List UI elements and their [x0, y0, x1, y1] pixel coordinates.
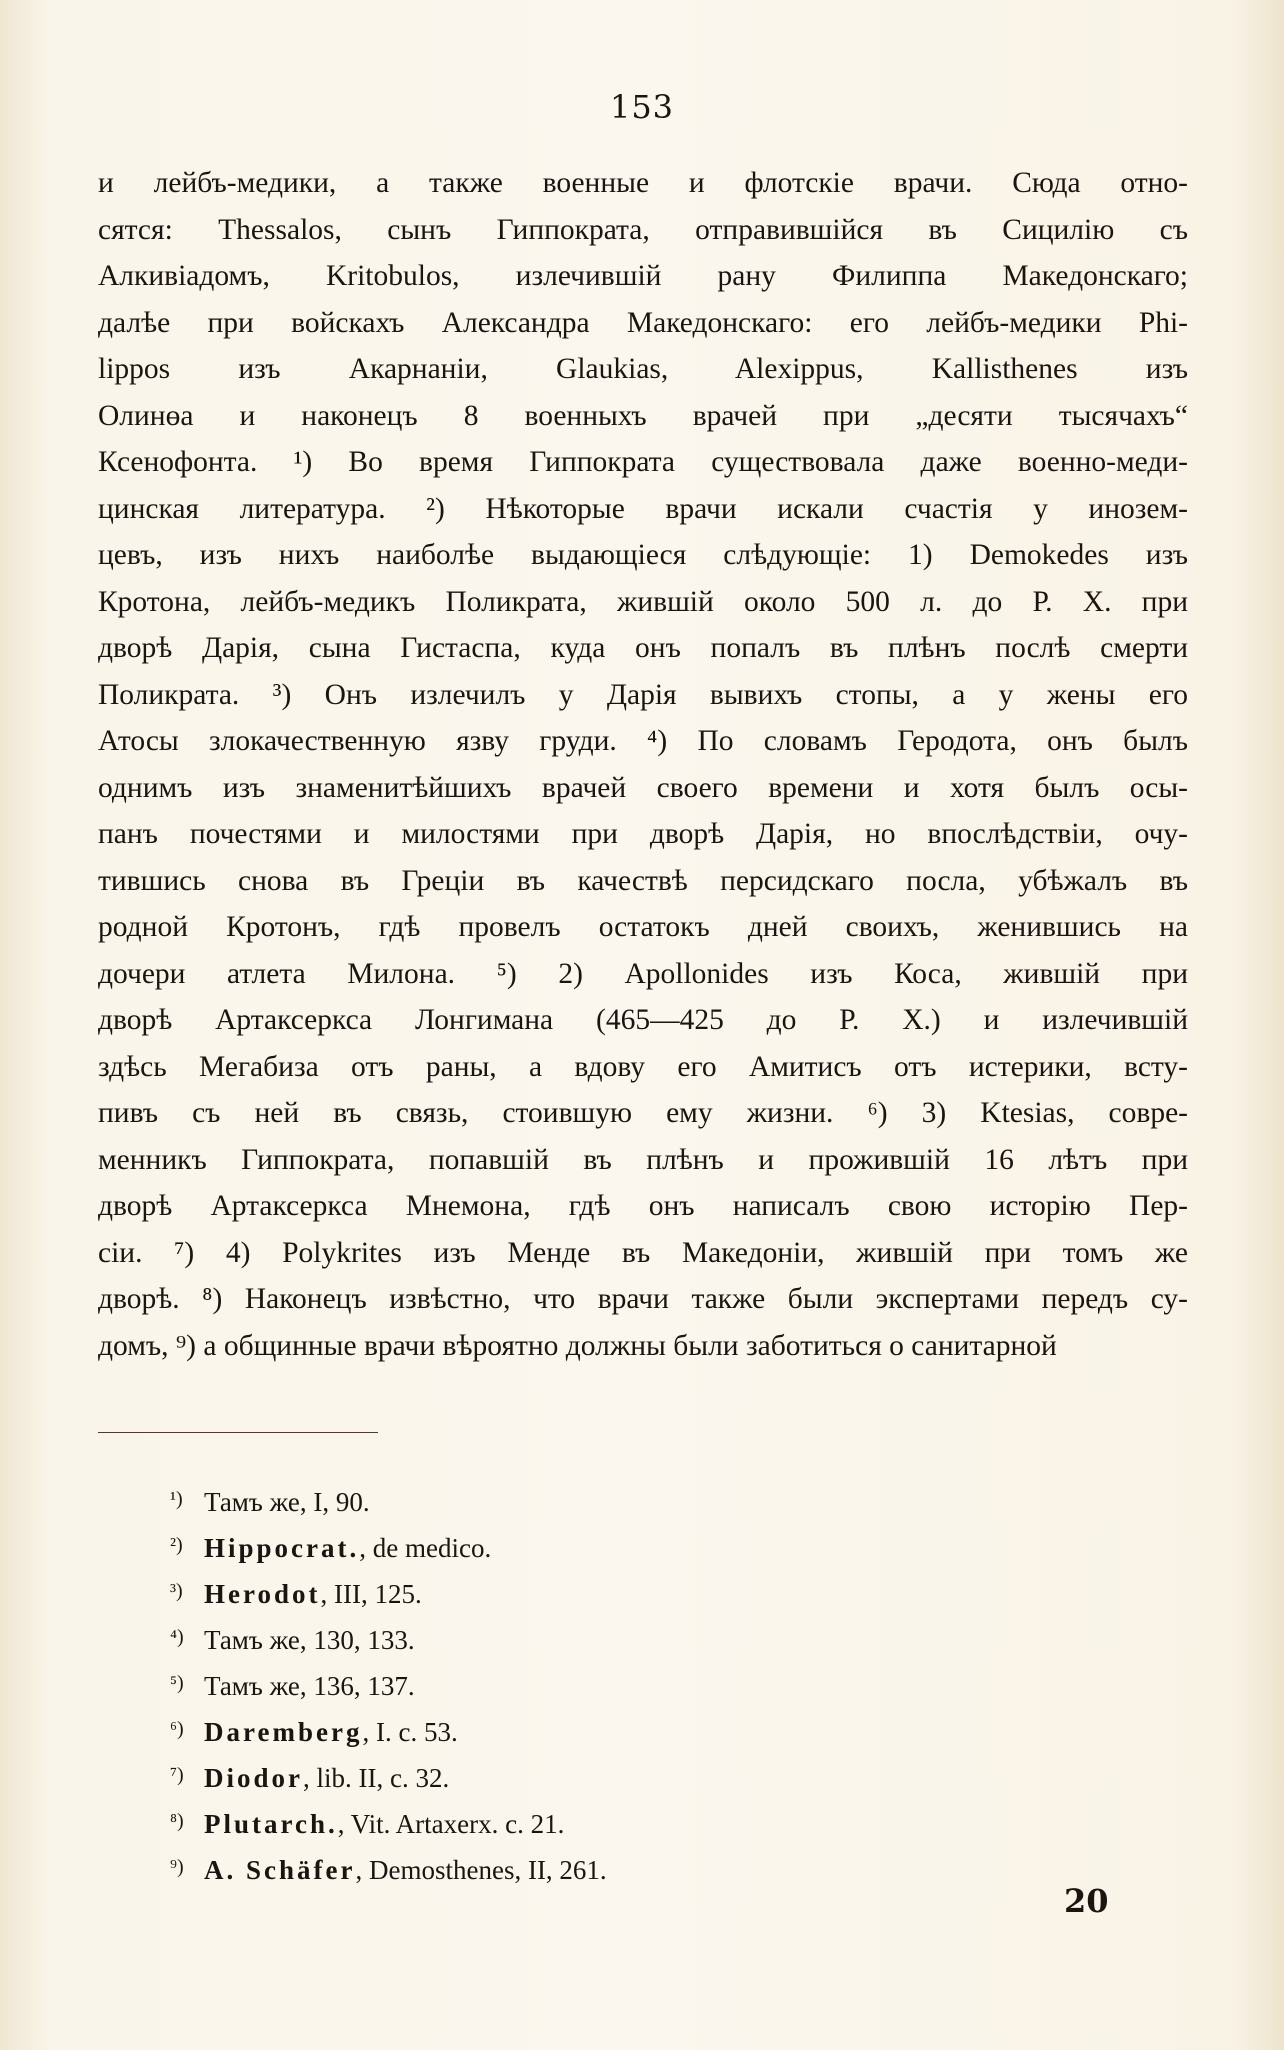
- footnote-text: , Vit. Artaxerx. c. 21.: [337, 1809, 565, 1839]
- body-line: дочери атлета Милона. ⁵) 2) Apollonides изъ Коса, жившій при: [98, 957, 1188, 990]
- signature-mark: 20: [1064, 1882, 1109, 1920]
- footnote-mark: ⁶): [170, 1718, 184, 1740]
- footnote-mark: ¹): [170, 1488, 183, 1510]
- footnote-mark: ⁷): [170, 1764, 184, 1786]
- footnotes: [170, 1478, 1070, 1892]
- body-line: цевъ, изъ нихъ наиболѣе выдающіеся слѣдующіе: 1) Demokedes изъ: [98, 539, 1188, 571]
- footnote-text: , I. c. 53.: [362, 1717, 458, 1747]
- body-line: дворѣ Артаксеркса Лонгимана (465—425 до Р. Х.) и излечившій: [98, 1004, 1188, 1036]
- footnote-mark: ⁹): [170, 1856, 184, 1878]
- footnote: [170, 1754, 1070, 1800]
- footnote-text: Тамъ же, I, 90.: [204, 1487, 370, 1517]
- body-line: пивъ съ ней въ связь, стоившую ему жизни. ⁶) 3) Ktesias, совре-: [98, 1097, 1188, 1129]
- footnote-separator: [98, 1432, 378, 1433]
- body-line: тившись снова въ Греціи въ качествѣ персидскаго посла, убѣжалъ въ: [98, 864, 1188, 897]
- footnote: [170, 1478, 1070, 1524]
- footnote-text: , lib. II, c. 32.: [303, 1763, 450, 1793]
- footnote-author: Herodot: [204, 1579, 321, 1609]
- body-line: и лейбъ-медики, а также военные и флотскіе врачи. Сюда отно-: [98, 167, 1188, 199]
- footnote-author: Diodor: [204, 1763, 303, 1793]
- page-number: 153: [609, 88, 675, 126]
- body-line: дворѣ Артаксеркса Мнемона, гдѣ онъ написалъ свою исторію Пер-: [98, 1190, 1188, 1222]
- body-line: дворѣ Дарія, сына Гистаспа, куда онъ попалъ въ плѣнъ послѣ смерти: [98, 632, 1188, 664]
- footnote: [170, 1524, 1070, 1570]
- footnote: [170, 1708, 1070, 1754]
- body-line: цинская литература. ²) Нѣкоторые врачи искали счастія у инозем-: [98, 492, 1188, 525]
- footnote-text: , III, 125.: [320, 1579, 422, 1609]
- footnote: [170, 1570, 1070, 1616]
- footnote-author: Daremberg: [204, 1717, 363, 1747]
- body-line: Ксенофонта. ¹) Во время Гиппократа существовала даже военно-меди-: [98, 446, 1188, 478]
- footnote-mark: ⁵): [170, 1672, 184, 1694]
- footnote-text: , de medico.: [359, 1533, 492, 1563]
- footnote: [170, 1616, 1070, 1662]
- body-line: панъ почестями и милостями при дворѣ Дарія, но впослѣдствіи, очу-: [98, 818, 1188, 850]
- body-line: Кротона, лейбъ-медикъ Поликрата, жившій около 500 л. до Р. Х. при: [98, 585, 1188, 618]
- footnote-mark: ²): [170, 1534, 183, 1556]
- body-line: домъ, ⁹) а общинные врачи вѣроятно должны были заботиться о санитарной: [98, 1329, 1057, 1362]
- footnote-mark: ³): [170, 1580, 183, 1602]
- footnote-text: , Demosthenes, II, 261.: [355, 1855, 607, 1885]
- body-line: Атосы злокачественную язву груди. ⁴) По словамъ Геродота, онъ былъ: [98, 725, 1188, 757]
- footnote-mark: ⁸): [170, 1810, 184, 1832]
- footnote: [170, 1662, 1070, 1708]
- footnote-author: Plutarch.: [204, 1809, 338, 1839]
- body-line: lippos изъ Акарнаніи, Glaukias, Alexippus, Kallisthenes изъ: [98, 353, 1188, 385]
- body-text: [98, 160, 1188, 1369]
- body-line: дворѣ. ⁸) Наконецъ извѣстно, что врачи также были экспертами передъ су-: [98, 1283, 1188, 1315]
- body-line: сятся: Thessalos, сынъ Гиппократа, отправившійся въ Сицилію съ: [98, 213, 1188, 246]
- body-line: здѣсь Мегабиза отъ раны, а вдову его Амитисъ отъ истерики, всту-: [98, 1050, 1188, 1083]
- footnote-text: Тамъ же, 130, 133.: [204, 1625, 415, 1655]
- body-line: Алкивіадомъ, Kritobulos, излечившій рану Филиппа Македонскаго;: [98, 260, 1188, 292]
- footnote: [170, 1846, 1070, 1892]
- body-line: однимъ изъ знаменитѣйшихъ врачей своего времени и хотя былъ осы-: [98, 771, 1188, 804]
- body-line: менникъ Гиппократа, попавшій въ плѣнъ и прожившій 16 лѣтъ при: [98, 1143, 1188, 1176]
- footnote-mark: ⁴): [170, 1626, 184, 1648]
- footnote-author: Hippocrat.: [204, 1533, 360, 1563]
- body-line: сіи. ⁷) 4) Polykrites изъ Менде въ Македоніи, жившій при томъ же: [98, 1236, 1188, 1269]
- footnote-text: Тамъ же, 136, 137.: [204, 1671, 415, 1701]
- body-line: далѣе при войскахъ Александра Македонскаго: его лейбъ-медики Phi-: [98, 306, 1188, 339]
- body-line: Поликрата. ³) Онъ излечилъ у Дарія вывихъ стопы, а у жены его: [98, 678, 1188, 711]
- footnote-author: A. Schäfer: [204, 1855, 356, 1885]
- body-line: родной Кротонъ, гдѣ провелъ остатокъ дней своихъ, женившись на: [98, 911, 1188, 943]
- footnote: [170, 1800, 1070, 1846]
- body-line: Олинөа и наконецъ 8 военныхъ врачей при „десяти тысячахъ“: [98, 399, 1188, 432]
